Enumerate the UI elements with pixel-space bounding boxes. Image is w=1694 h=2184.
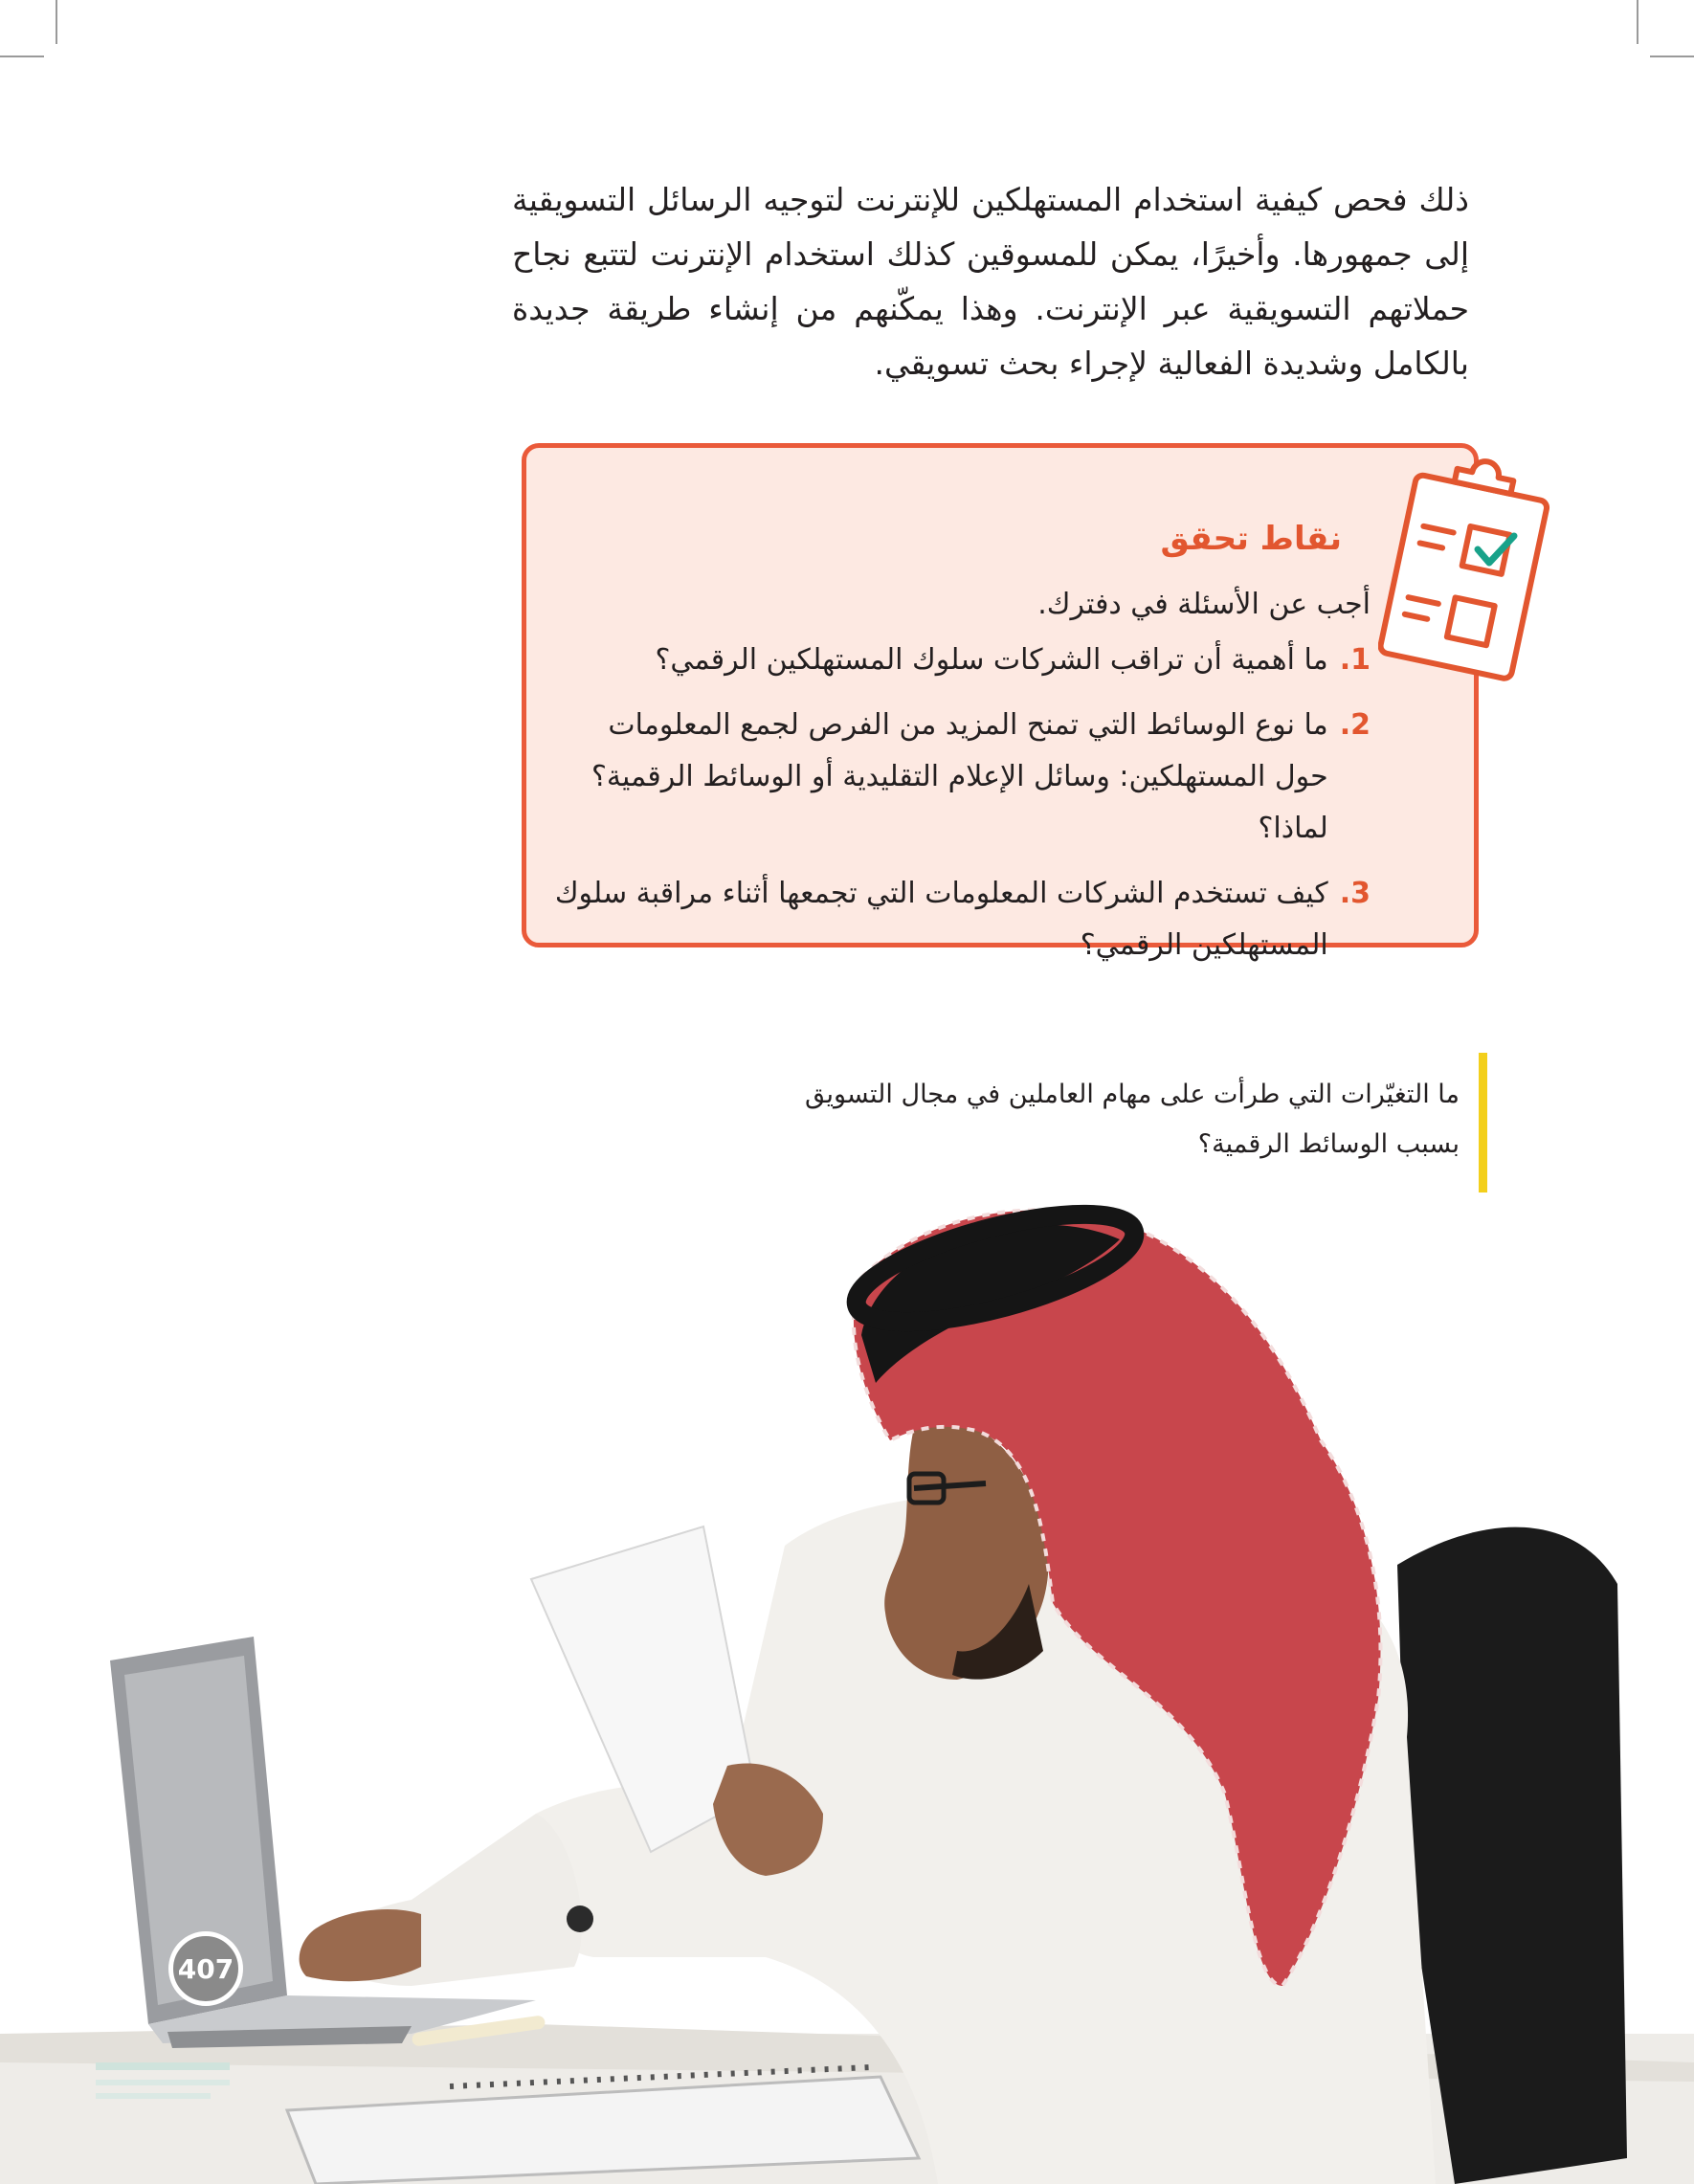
checkpoint-question [547,868,1371,971]
question-text: كيف تستخدم الشركات المعلومات التي تجمعها أثناء مراقبة سلوك المستهلكين الرقمي؟ [554,877,1328,962]
crop-mark [0,56,44,57]
checkpoint-intro: أجب عن الأسئلة في دفترك. [1037,588,1371,621]
checkpoint-question [547,700,1371,855]
checkpoint-questions [547,635,1371,985]
page-number-badge: 407 [168,1931,243,2006]
clipboard-check-icon [1378,448,1555,682]
checkpoint-question [547,635,1371,686]
question-text: ما نوع الوسائط التي تمنح المزيد من الفرص لجمع المعلومات حول المستهلكين: وسائل الإعلام التقليدية أو الوسائط الرقمية؟ لماذا؟ [591,708,1328,845]
checkpoint-title: نقاط تحقق [1160,520,1342,558]
discussion-question: ما التغيّرات التي طرأت على مهام العاملين في مجال التسويق بسبب الوسائط الرقمية؟ [804,1080,1460,1159]
question-number: 2. [1339,708,1371,742]
discussion-accent-bar [1479,1053,1487,1192]
question-number: 1. [1339,643,1371,677]
body-paragraph: ذلك فحص كيفية استخدام المستهلكين للإنترنت لتوجيه الرسائل التسويقية إلى جمهورها. وأخيرًا، يمكن للمسوقين كذلك استخدام الإنترنت لتتبع نجاح حملاتهم التسويقية عبر الإنترنت. وهذا يمكّنهم من إنشاء طريقة جديدة بالكامل وشديدة الفعالية لإجراء بحث تسويقي. [512,181,1469,382]
crop-mark [56,0,57,44]
checkpoint-box [522,443,1479,962]
man-at-laptop-photo [0,1201,1694,2184]
question-number: 3. [1339,877,1371,910]
question-text: ما أهمية أن تراقب الشركات سلوك المستهلكين الرقمي؟ [655,643,1328,677]
crop-mark [1650,56,1694,57]
crop-mark [1637,0,1638,44]
